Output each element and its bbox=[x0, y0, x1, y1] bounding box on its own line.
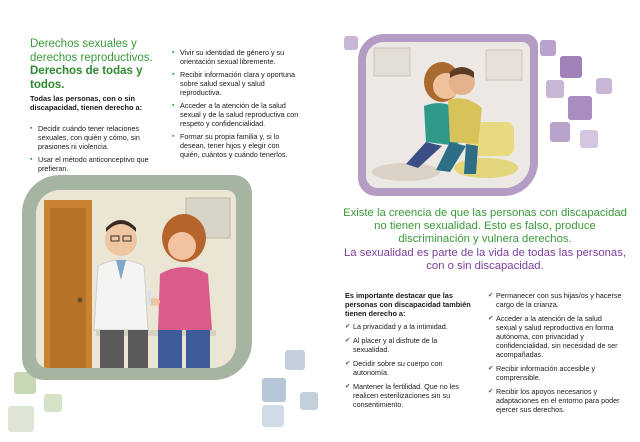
decorative-square bbox=[44, 394, 62, 412]
decorative-square bbox=[262, 405, 284, 427]
list-item: ▪ Decidir cuándo tener relaciones sexuales, con quién y cómo, sin prasiones ni violencia. bbox=[30, 124, 155, 151]
list-item: ✔ Recibir los apoyos necesarios y adaptaciones en el entorno para poder ejercer sus derechos. bbox=[488, 387, 623, 414]
decorative-square bbox=[8, 406, 34, 432]
quote-purple: La sexualidad es parte de la vida de todas las personas, con o sin discapacidad. bbox=[344, 246, 626, 272]
list-item: ▪ Usar el método anticonceptivo que prefieran. bbox=[30, 155, 155, 173]
decorative-square bbox=[344, 36, 358, 50]
left-rights-column-1 bbox=[30, 124, 155, 177]
left-rights-column-2 bbox=[172, 48, 300, 163]
list-item: ▪ Acceder a la atención de la salud sexual y de la salud reproductiva con respeto y confidencialidad. bbox=[172, 101, 300, 128]
decorative-square bbox=[300, 392, 318, 410]
doctor-consultation-illustration bbox=[36, 190, 236, 368]
decorative-square bbox=[596, 78, 612, 94]
right-rights-column-2 bbox=[488, 291, 623, 419]
list-item: ✔ Acceder a la atención de la salud sexual y salud reproductiva en forma autónoma, con privacidad y confidencialidad, sin necesidad de ser acompañadas. bbox=[488, 314, 623, 359]
highlight-quote bbox=[340, 207, 630, 273]
list-item: ✔ Mantener la fertilidad. Que no les realicen esterilizaciones sin su consentimiento. bbox=[345, 382, 475, 409]
decorative-square bbox=[262, 378, 286, 402]
title-line-1: Derechos sexuales y derechos reproductivos. bbox=[30, 38, 153, 64]
decorative-square bbox=[546, 80, 564, 98]
list-item: ▪ Vivir su identidad de género y su orientación sexual libremente. bbox=[172, 48, 300, 66]
list-item: ▪ Recibir información clara y oportuna sobre salud sexual y salud reproductiva. bbox=[172, 70, 300, 97]
decorative-square bbox=[540, 40, 556, 56]
decorative-square bbox=[550, 122, 570, 142]
doctor-patient-drawing bbox=[36, 190, 236, 368]
quote-green: Existe la creencia de que las personas con discapacidad no tienen sexualidad. Esto es falso, produce discriminación y vulnera derechos. bbox=[343, 207, 627, 246]
couple-illustration bbox=[366, 42, 530, 188]
list-item: ✔ Recibir información accesible y comprensible. bbox=[488, 364, 623, 382]
left-page-title bbox=[30, 38, 170, 92]
list-item: ▪ Formar su propia familia y, si lo desean, tener hijos y elegir con quién, cuántos y cuándo tenerlos. bbox=[172, 132, 300, 159]
couple-drawing bbox=[366, 42, 530, 188]
list-item: ✔ Decidir sobre su cuerpo con autonomía. bbox=[345, 359, 475, 377]
decorative-square bbox=[568, 96, 592, 120]
list-item: ✔ Al placer y al disfrute de la sexualidad. bbox=[345, 336, 475, 354]
list-item: ✔ Permanecer con sus hijas/os y hacerse cargo de la crianza. bbox=[488, 291, 623, 309]
decorative-square bbox=[285, 350, 305, 370]
title-line-2: Derechos de todas y todos. bbox=[30, 65, 143, 91]
right-rights-column-1 bbox=[345, 322, 475, 414]
decorative-square bbox=[580, 130, 598, 148]
left-intro: Todas las personas, con o sin discapacidad, tienen derecho a: bbox=[30, 94, 143, 113]
list-item: ✔ La privacidad y a la intimidad. bbox=[345, 322, 475, 331]
decorative-square bbox=[560, 56, 582, 78]
right-intro: Es importante destacar que las personas con discapacidad también tienen derecho a: bbox=[345, 291, 471, 319]
